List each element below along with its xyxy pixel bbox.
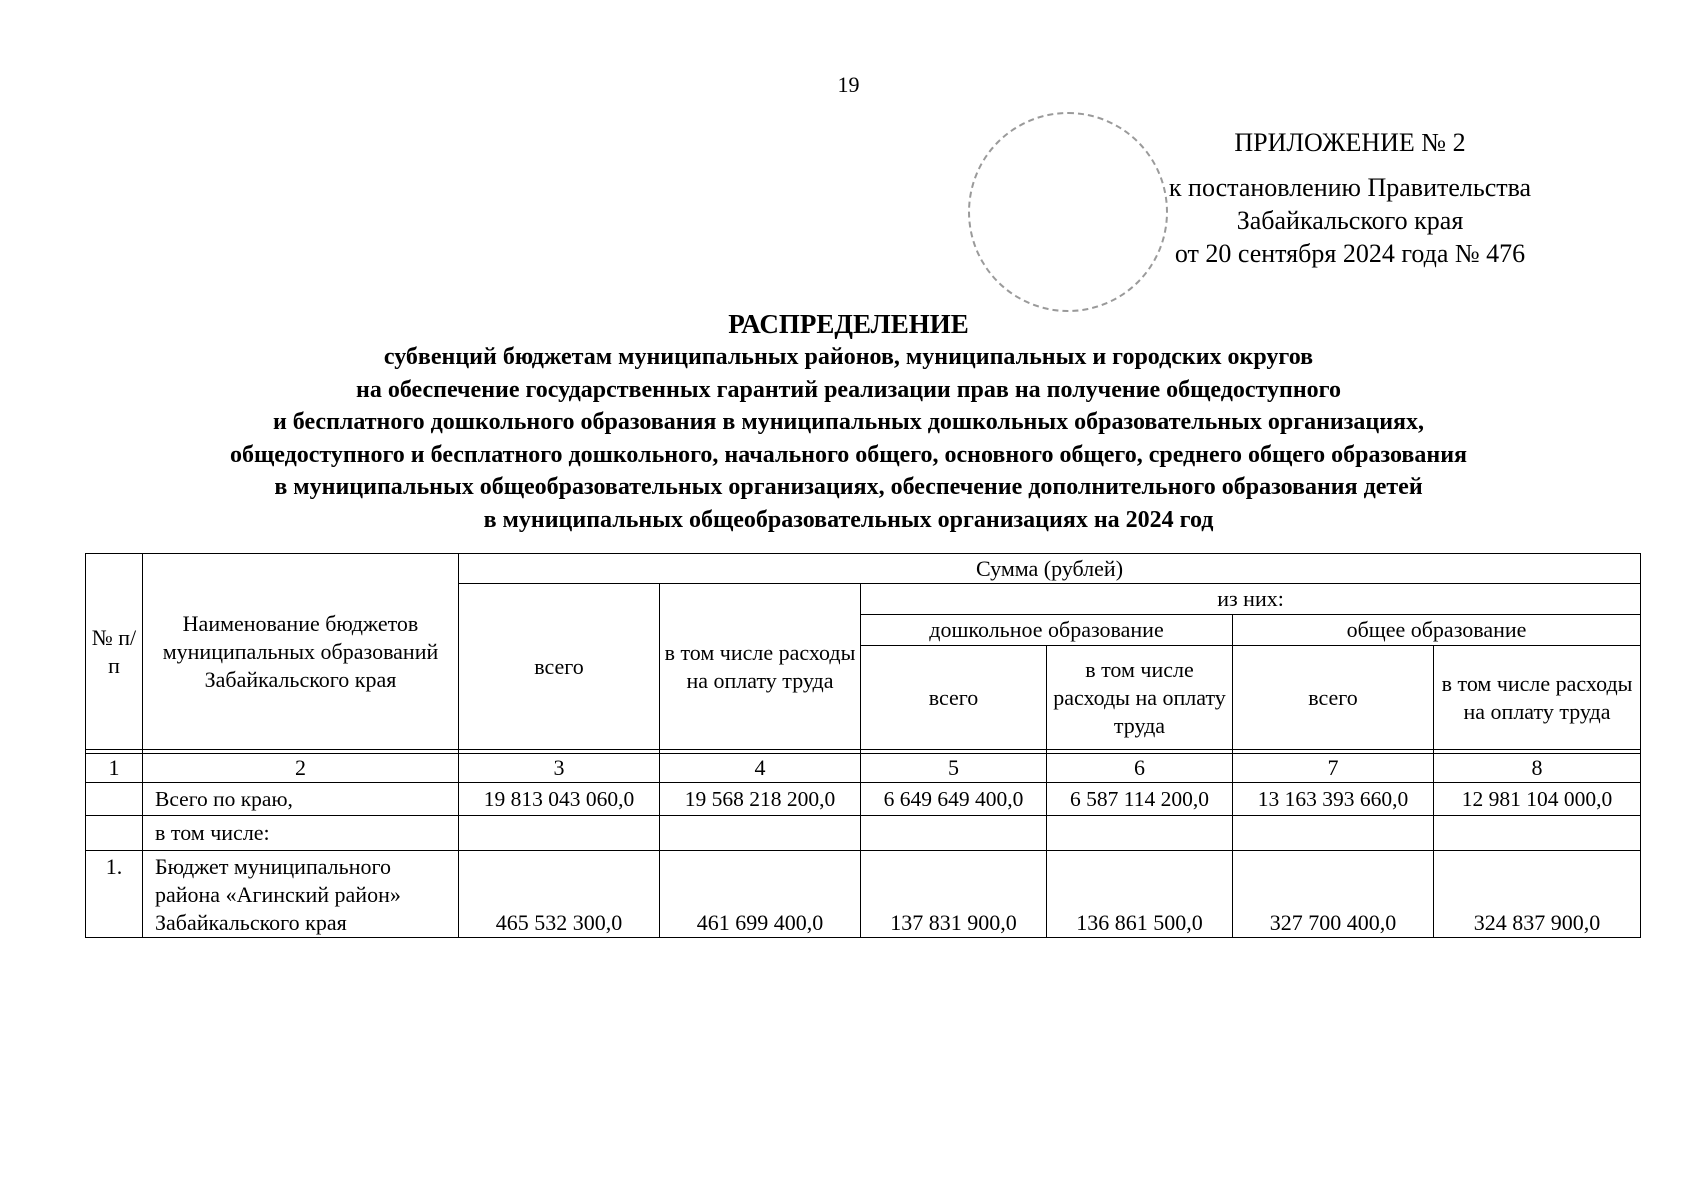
total-value: 13 163 393 660,0 [1233,783,1434,816]
header-name: Наименование бюджетов муниципальных образований Забайкальского края [143,554,459,750]
heading-line: и бесплатного дошкольного образования в муниципальных дошкольных образовательных организациях, [272,409,1425,435]
row-index: 1. [86,851,143,938]
appendix-title: ПРИЛОЖЕНИЕ № 2 [1234,128,1466,157]
subtitle-index [86,816,143,851]
row-value: 465 532 300,0 [459,851,660,938]
document-heading [0,307,1697,536]
header-preschool: дошкольное образование [861,615,1233,646]
heading-line: в муниципальных общеобразовательных организациях на 2024 год [483,506,1214,533]
heading-line: общедоступного и бесплатного дошкольного, начального общего, основного общего, среднего общего образования [229,441,1468,468]
appendix-line-3: от 20 сентября 2024 года № 476 [1174,239,1526,268]
column-number: 2 [143,754,459,783]
column-number: 7 [1233,754,1434,783]
row-name: Бюджет муниципального района «Агинский район» Забайкальского края [143,851,459,938]
total-value: 19 813 043 060,0 [459,783,660,816]
total-value: 19 568 218 200,0 [660,783,861,816]
empty-cell [1434,816,1641,851]
column-number: 3 [459,754,660,783]
total-value: 6 587 114 200,0 [1047,783,1233,816]
row-value: 136 861 500,0 [1047,851,1233,938]
empty-cell [861,816,1047,851]
column-number: 1 [86,754,143,783]
empty-cell [1233,816,1434,851]
heading-line: в муниципальных общеобразовательных организациях, обеспечение дополнительного образования детей [274,474,1423,500]
header-preschool-total: всего [861,646,1047,750]
header-general-total: всего [1233,646,1434,750]
header-total: всего [459,584,660,750]
page-number: 19 [837,72,860,97]
total-index [86,783,143,816]
subtitle-label: в том числе: [143,816,459,851]
row-value: 324 837 900,0 [1434,851,1641,938]
row-value: 137 831 900,0 [861,851,1047,938]
total-value: 12 981 104 000,0 [1434,783,1641,816]
total-row [86,783,1641,816]
empty-cell [1047,816,1233,851]
appendix-line-2: Забайкальского края [1236,206,1464,235]
appendix-line-1: к постановлению Правительства [1168,173,1532,202]
header-num: № п/п [86,554,143,750]
heading-line: на обеспечение государственных гарантий реализации прав на получение общедоступного [356,376,1341,403]
row-value: 327 700 400,0 [1233,851,1434,938]
row-value: 461 699 400,0 [660,851,861,938]
table-row [86,851,1641,938]
appendix-block [1100,126,1600,270]
header-sum: Сумма (рублей) [459,554,1641,584]
total-value: 6 649 649 400,0 [861,783,1047,816]
budget-table [85,553,1641,938]
header-of-which: из них: [861,584,1641,615]
column-number: 6 [1047,754,1233,783]
header-general-labor: в том числе расходы на оплату труда [1434,646,1641,750]
header-total-labor: в том числе расходы на оплату труда [660,584,861,750]
column-number-row [86,754,1641,783]
header-general: общее образование [1233,615,1641,646]
subtitle-row [86,816,1641,851]
total-label: Всего по краю, [143,783,459,816]
column-number: 4 [660,754,861,783]
empty-cell [660,816,861,851]
header-preschool-labor: в том числе расходы на оплату труда [1047,646,1233,750]
empty-cell [459,816,660,851]
heading-line: субвенций бюджетам муниципальных районов, муниципальных и городских округов [383,344,1314,370]
heading-title: РАСПРЕДЕЛЕНИЕ [728,309,969,339]
column-number: 8 [1434,754,1641,783]
column-number: 5 [861,754,1047,783]
